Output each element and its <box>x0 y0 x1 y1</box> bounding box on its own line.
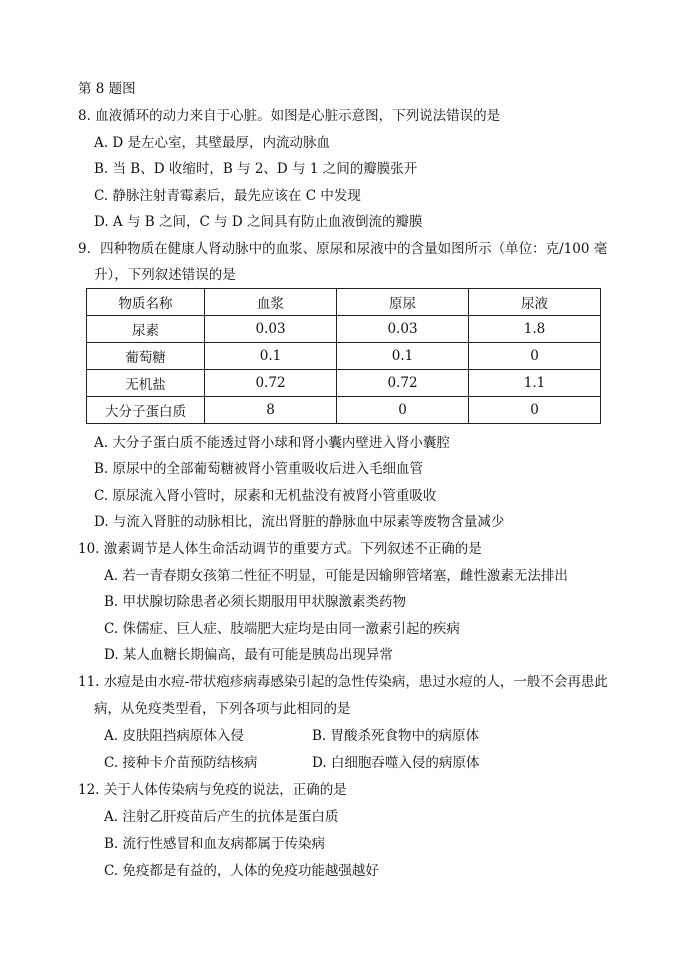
q11-option-b: B. 胃酸杀死食物中的病原体 <box>312 728 480 744</box>
q9-stem-line2: 升），下列叙述错误的是 <box>94 267 236 283</box>
q9-option-c: C. 原尿流入肾小管时，尿素和无机盐没有被肾小管重吸收 <box>94 488 437 504</box>
table-cell: 0.03 <box>337 316 469 343</box>
q8-option-c: C. 静脉注射青霉素后，最先应该在 C 中发现 <box>94 188 361 204</box>
table-cell: 1.1 <box>469 370 601 397</box>
q12-option-c: C. 免疫都是有益的，人体的免疫功能越强越好 <box>104 863 379 879</box>
table-cell: 葡萄糖 <box>87 343 205 370</box>
q8-stem: 8. 血液循环的动力来自于心脏。如图是心脏示意图，下列说法错误的是 <box>78 108 501 124</box>
table-row <box>87 397 601 424</box>
table-cell: 0.03 <box>205 316 337 343</box>
q11-option-a: A. 皮肤阻挡病原体入侵 <box>104 728 244 744</box>
q11-option-d: D. 白细胞吞噬入侵的病原体 <box>312 755 480 771</box>
table-cell: 1.8 <box>469 316 601 343</box>
q10-stem: 10. 激素调节是人体生命活动调节的重要方式。下列叙述不正确的是 <box>78 541 482 557</box>
table-cell: 大分子蛋白质 <box>87 397 205 424</box>
q8-option-b: B. 当 B、D 收缩时，B 与 2、D 与 1 之间的瓣膜张开 <box>94 161 418 177</box>
q9-stem-line1: 9．四种物质在健康人肾动脉中的血浆、原尿和尿液中的含量如图所示（单位：克/100 毫 <box>78 241 608 257</box>
table-row <box>87 370 601 397</box>
q8-option-a: A. D 是左心室，其壁最厚，内流动脉血 <box>94 135 330 151</box>
q11-stem-line1: 11. 水痘是由水痘-带状疱疹病毒感染引起的急性传染病，患过水痘的人，一般不会再患此 <box>78 674 608 690</box>
q10-option-a: A. 若一青春期女孩第二性征不明显，可能是因输卵管堵塞，雌性激素无法排出 <box>104 568 568 584</box>
q12-option-b: B. 流行性感冒和血友病都属于传染病 <box>104 836 326 852</box>
table-header: 尿液 <box>469 289 601 316</box>
q10-option-d: D. 某人血糖长期偏高，最有可能是胰岛出现异常 <box>104 647 393 663</box>
q12-option-a: A. 注射乙肝疫苗后产生的抗体是蛋白质 <box>104 809 339 825</box>
table-header: 物质名称 <box>87 289 205 316</box>
q11-stem-line2: 病，从免疫类型看，下列各项与此相同的是 <box>94 701 351 717</box>
figure-caption: 第 8 题图 <box>78 81 136 97</box>
table-cell: 0 <box>337 397 469 424</box>
substance-table <box>86 288 601 424</box>
table-cell: 0 <box>469 343 601 370</box>
q9-option-b: B. 原尿中的全部葡萄糖被肾小管重吸收后进入毛细血管 <box>94 461 424 477</box>
table-cell: 0.1 <box>337 343 469 370</box>
table-cell: 8 <box>205 397 337 424</box>
table-cell: 0.1 <box>205 343 337 370</box>
table-header: 原尿 <box>337 289 469 316</box>
table-row <box>87 316 601 343</box>
q11-option-c: C. 接种卡介苗预防结核病 <box>104 755 258 771</box>
q8-option-d: D. A 与 B 之间，C 与 D 之间具有防止血液倒流的瓣膜 <box>94 214 423 230</box>
table-cell: 0 <box>469 397 601 424</box>
q10-option-c: C. 侏儒症、巨人症、肢端肥大症均是由同一激素引起的疾病 <box>104 621 460 637</box>
table-cell: 尿素 <box>87 316 205 343</box>
table-header-row <box>87 289 601 316</box>
table-cell: 0.72 <box>337 370 469 397</box>
q9-option-a: A. 大分子蛋白质不能透过肾小球和肾小囊内壁进入肾小囊腔 <box>94 435 450 451</box>
q12-stem: 12. 关于人体传染病与免疫的说法，正确的是 <box>78 782 347 798</box>
q9-option-d: D. 与流入肾脏的动脉相比，流出肾脏的静脉血中尿素等废物含量减少 <box>94 514 505 530</box>
table-row <box>87 343 601 370</box>
table-cell: 无机盐 <box>87 370 205 397</box>
table-header: 血浆 <box>205 289 337 316</box>
q10-option-b: B. 甲状腺切除患者必须长期服用甲状腺激素类药物 <box>104 594 407 610</box>
table-cell: 0.72 <box>205 370 337 397</box>
